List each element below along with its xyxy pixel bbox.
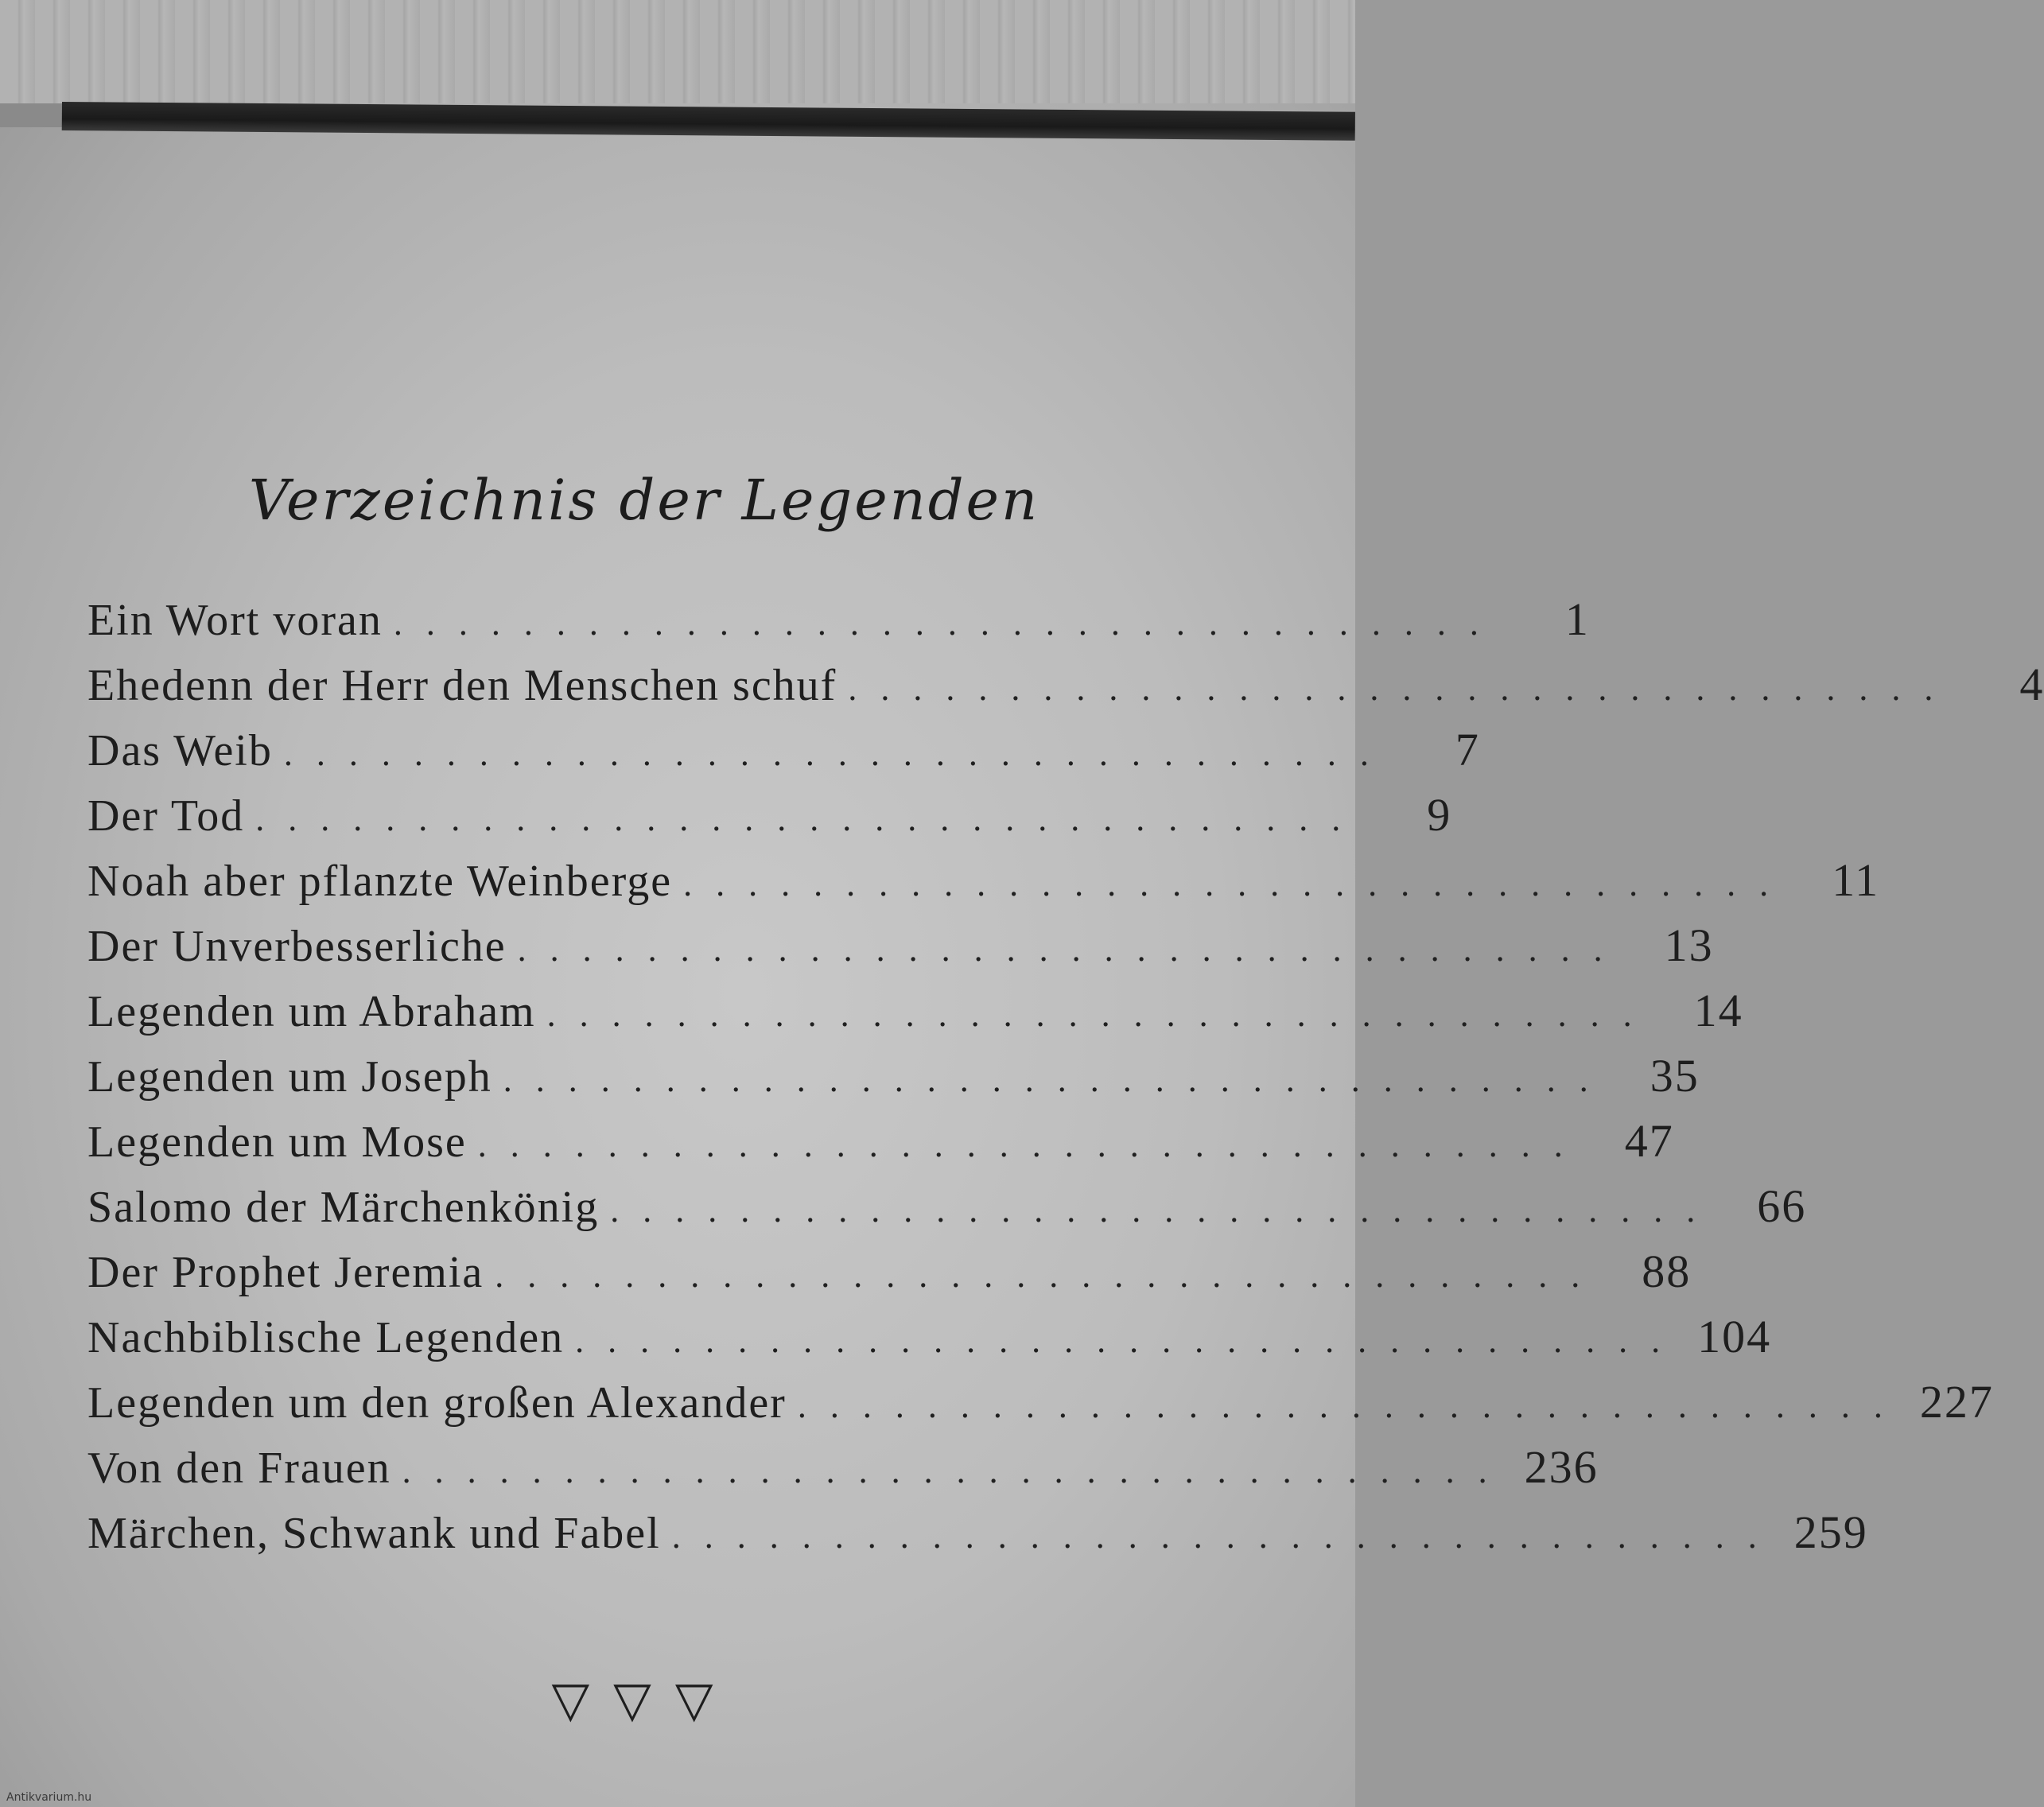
toc-entry-title: Legenden um den großen Alexander	[87, 1378, 787, 1428]
watermark: Antikvarium.hu	[6, 1791, 92, 1804]
toc-entry-title: Legenden um Joseph	[87, 1052, 492, 1102]
toc-entry-page: 236	[1524, 1441, 1599, 1493]
toc-entry-title: Noah aber pflanzte Weinberge	[87, 857, 673, 906]
toc-entry-title: Salomo der Märchenkönig	[87, 1183, 600, 1232]
dot-leader: ..................................	[683, 865, 1793, 904]
toc-entry	[87, 1049, 1700, 1114]
dot-leader: ..................................	[797, 1386, 1906, 1425]
toc-entry-title: Von den Frauen	[87, 1444, 391, 1493]
toc-entry-page: 1	[1564, 593, 1590, 645]
toc-entry	[87, 1179, 1807, 1245]
toc-entry	[87, 853, 1880, 919]
toc-entry-page: 88	[1642, 1245, 1692, 1297]
table-of-contents	[87, 593, 2044, 1571]
toc-entry-title: Märchen, Schwank und Fabel	[87, 1509, 661, 1558]
toc-entry	[87, 788, 1452, 853]
toc-entry-page: 7	[1455, 724, 1480, 775]
toc-entry-title: Legenden um Mose	[87, 1117, 467, 1167]
toc-entry-page: 13	[1664, 919, 1714, 971]
toc-entry	[87, 1375, 1994, 1440]
toc-entry-title: Der Unverbesserliche	[87, 922, 507, 971]
toc-entry-title: Der Tod	[87, 791, 245, 841]
dot-leader: ..................................	[255, 799, 1365, 838]
toc-entry	[87, 984, 1743, 1049]
toc-entry-page: 35	[1650, 1050, 1700, 1102]
toc-entry-page: 66	[1757, 1180, 1807, 1232]
dot-leader: ..................................	[402, 1451, 1511, 1490]
toc-entry-page: 11	[1832, 854, 1880, 906]
toc-entry	[87, 723, 1480, 788]
dot-leader: ..................................	[495, 1256, 1604, 1295]
page-title: Verzeichnis der Legenden	[248, 468, 1040, 533]
toc-entry	[87, 658, 2044, 723]
dot-leader: ..................................	[477, 1125, 1587, 1164]
toc-entry-title: Das Weib	[87, 726, 273, 775]
dot-leader: ..................................	[503, 1060, 1612, 1099]
dot-leader: ..................................	[517, 930, 1626, 969]
toc-entry-title: Nachbiblische Legenden	[87, 1313, 565, 1362]
toc-entry	[87, 1506, 1868, 1571]
toc-entry-title: Der Prophet Jeremia	[87, 1248, 484, 1297]
toc-entry	[87, 593, 1590, 658]
binding-edge	[0, 103, 64, 127]
dot-leader: ..................................	[283, 734, 1393, 773]
facing-page-edge	[0, 0, 1355, 103]
dot-leader: ..................................	[546, 995, 1656, 1034]
toc-entry-page: 104	[1697, 1311, 1772, 1362]
dot-leader: ..................................	[671, 1517, 1781, 1556]
dot-leader: ..................................	[610, 1191, 1720, 1230]
toc-entry	[87, 919, 1714, 984]
toc-entry-title: Ehedenn der Herr den Menschen schuf	[87, 661, 837, 710]
toc-entry	[87, 1310, 1772, 1375]
toc-entry-page: 4	[2019, 659, 2044, 710]
toc-entry-title: Legenden um Abraham	[87, 987, 536, 1036]
toc-entry-page: 47	[1624, 1115, 1674, 1167]
toc-entry-page: 227	[1919, 1376, 1994, 1428]
dark-binding-band	[62, 102, 1355, 141]
dot-leader: ..................................	[848, 669, 1957, 708]
toc-entry-page: 14	[1693, 985, 1743, 1036]
toc-entry-page: 9	[1427, 789, 1452, 841]
toc-entry	[87, 1245, 1692, 1310]
toc-entry-page: 259	[1793, 1506, 1868, 1558]
toc-entry	[87, 1114, 1674, 1179]
dot-leader: ..................................	[575, 1321, 1685, 1360]
toc-entry	[87, 1440, 1599, 1506]
dot-leader: ..................................	[393, 604, 1502, 643]
toc-entry-title: Ein Wort voran	[87, 596, 383, 645]
triangle-ornament-icon: ▽▽▽	[551, 1670, 737, 1728]
